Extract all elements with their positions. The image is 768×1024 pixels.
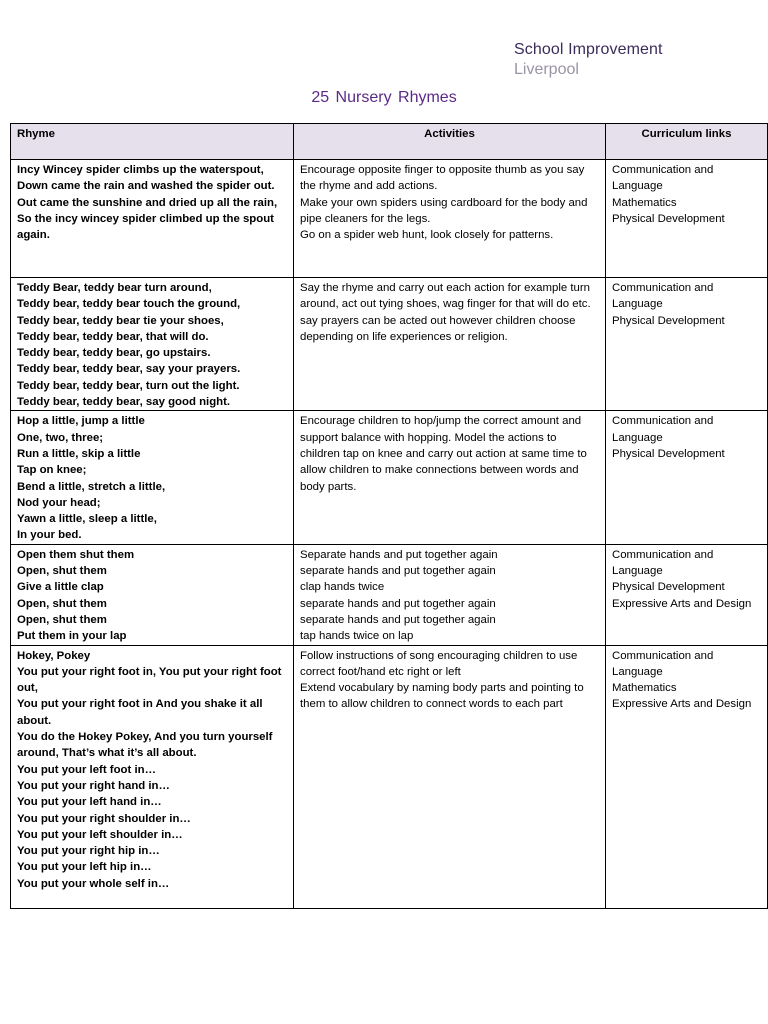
activity-line: separate hands and put together again (300, 565, 496, 578)
rhyme-line: You put your left hand in… (17, 796, 162, 809)
rhyme-line: Open, shut them (17, 613, 107, 626)
curriculum-link: Expressive Arts and Design (612, 597, 752, 610)
rhyme-line: You put your right shoulder in… (17, 812, 191, 825)
header-rhyme: Rhyme (11, 124, 294, 160)
table-row (11, 544, 768, 645)
rhyme-line: Give a little clap (17, 581, 104, 594)
rhyme-line: You put your whole self in… (17, 877, 170, 890)
rhyme-cell (11, 544, 294, 645)
rhyme-line: You put your right foot in And you shake it all about. (17, 698, 263, 727)
logo-line-2: Liverpool (514, 61, 579, 78)
curriculum-link: Communication and Language (612, 164, 714, 193)
header-curriculum-links: Curriculum links (606, 124, 768, 160)
curriculum-links-cell (606, 278, 768, 411)
school-improvement-logo (514, 42, 663, 82)
activities-cell (294, 544, 606, 645)
nursery-rhymes-table (10, 123, 768, 909)
rhyme-line: Teddy bear, teddy bear touch the ground, (17, 298, 241, 311)
rhyme-line: Out came the sunshine and dried up all the rain, (17, 196, 278, 209)
rhyme-line: You put your left hip in… (17, 861, 152, 874)
rhyme-line: Teddy bear, teddy bear tie your shoes, (17, 314, 224, 327)
curriculum-link: Communication and Language (612, 282, 714, 311)
rhyme-line: In your bed. (17, 529, 82, 542)
curriculum-links-cell (606, 544, 768, 645)
rhyme-line: You put your right hip in… (17, 845, 160, 858)
curriculum-link: Physical Development (612, 581, 725, 594)
activity-line: Separate hands and put together again (300, 548, 498, 561)
curriculum-link: Expressive Arts and Design (612, 698, 752, 711)
curriculum-links-cell (606, 411, 768, 544)
logo-line-1: School Improvement (514, 41, 663, 58)
page-title: 25 Nursery Rhymes (311, 89, 457, 106)
curriculum-link: Mathematics (612, 682, 677, 695)
rhyme-line: Nod your head; (17, 496, 101, 509)
rhyme-cell (11, 160, 294, 278)
rhyme-line: Put them in your lap (17, 630, 127, 643)
rhyme-line: Yawn a little, sleep a little, (17, 513, 157, 526)
rhyme-line: Run a little, skip a little (17, 447, 141, 460)
rhyme-line: Teddy Bear, teddy bear turn around, (17, 282, 212, 294)
rhyme-line: Teddy bear, teddy bear, say your prayers. (17, 363, 241, 376)
curriculum-link: Communication and Language (612, 415, 714, 444)
rhyme-line: Teddy bear, teddy bear, say good night. (17, 396, 231, 409)
rhyme-cell (11, 278, 294, 411)
activity-line: Extend vocabulary by naming body parts and pointing to them to allow children to connect words to each part (300, 682, 584, 711)
rhyme-line: Open, shut them (17, 565, 107, 578)
rhyme-line: One, two, three; (17, 431, 104, 444)
table-row (11, 278, 768, 411)
activity-line: clap hands twice (300, 581, 385, 594)
activities-cell (294, 645, 606, 908)
rhyme-line: Open them shut them (17, 548, 135, 561)
rhyme-line: Teddy bear, teddy bear, turn out the light. (17, 379, 240, 392)
table-row (11, 411, 768, 544)
curriculum-link: Physical Development (612, 314, 725, 327)
curriculum-link: Physical Development (612, 447, 725, 460)
rhyme-line: Hop a little, jump a little (17, 415, 145, 428)
rhyme-line: So the incy wincey spider climbed up the spout again. (17, 212, 274, 242)
rhyme-line: Bend a little, stretch a little, (17, 480, 166, 493)
activity-line: Encourage opposite finger to opposite thumb as you say the rhyme and add actions. (300, 164, 585, 193)
rhyme-line: Hokey, Pokey (17, 649, 91, 662)
rhyme-line: You put your right hand in… (17, 779, 170, 792)
rhyme-line: Teddy bear, teddy bear, that will do. (17, 330, 209, 343)
curriculum-link: Communication and Language (612, 649, 714, 678)
activity-line: separate hands and put together again (300, 613, 496, 626)
activity-line: Encourage children to hop/jump the correct amount and support balance with hopping. Model the actions to children tap on knee and carry out action at same time to allow children to make connections between words and body parts. (300, 415, 587, 493)
header-activities: Activities (294, 124, 606, 160)
rhyme-cell (11, 411, 294, 544)
rhyme-line: You put your left foot in… (17, 763, 156, 776)
rhyme-line: Tap on knee; (17, 464, 87, 477)
rhyme-line: You put your left shoulder in… (17, 828, 183, 841)
activity-line: tap hands twice on lap (300, 630, 414, 643)
activity-line: Follow instructions of song encouraging children to use correct foot/hand etc right or left (300, 649, 578, 678)
activity-line: separate hands and put together again (300, 597, 496, 610)
activities-cell (294, 411, 606, 544)
rhyme-line: Down came the rain and washed the spider out. (17, 180, 275, 193)
activity-line: Say the rhyme and carry out each action for example turn around, act out tying shoes, wag finger for that will do etc. say prayers can be acted out however children choose depending on life experiences or religion. (300, 282, 591, 343)
curriculum-link: Physical Development (612, 212, 725, 225)
rhyme-line: You put your right foot in, You put your right foot out, (17, 665, 282, 695)
rhyme-line: Teddy bear, teddy bear, go upstairs. (17, 347, 211, 360)
curriculum-link: Communication and Language (612, 548, 714, 578)
activity-line: Go on a spider web hunt, look closely for patterns. (300, 229, 554, 242)
rhyme-cell (11, 645, 294, 908)
rhyme-line: Incy Wincey spider climbs up the waterspout, (17, 164, 264, 176)
table-header-row (11, 124, 768, 160)
table-row (11, 645, 768, 908)
rhyme-line: You do the Hokey Pokey, And you turn yourself around, That’s what it’s all about. (17, 731, 273, 760)
curriculum-link: Mathematics (612, 196, 677, 209)
curriculum-links-cell (606, 160, 768, 278)
activities-cell (294, 160, 606, 278)
activities-cell (294, 278, 606, 411)
activity-line: Make your own spiders using cardboard for the body and pipe cleaners for the legs. (300, 196, 588, 225)
rhyme-line: Open, shut them (17, 597, 107, 610)
curriculum-links-cell (606, 645, 768, 908)
table-row (11, 160, 768, 278)
